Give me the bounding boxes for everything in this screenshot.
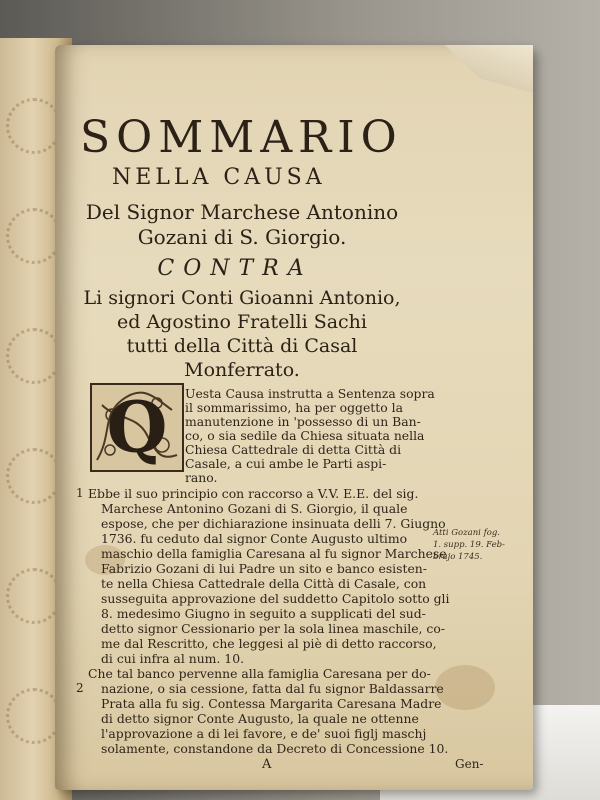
body-line: Fabrizio Gozani di lui Padre un sito e banco esisten- [101,561,427,576]
body-line: l'approvazione a di lei favore, e de' suoi figlj maschj [101,726,427,741]
body-line: nazione, o sia cessione, fatta dal fu signor Baldassarre [101,681,444,696]
body-line: solamente, constandone da Decreto di Concessione 10. [101,741,449,756]
catchword: Gen- [455,757,484,771]
body-line: Uesta Causa instrutta a Sentenza sopra [185,386,435,401]
party-2-line-2: ed Agostino Fratelli Sachi [117,311,367,333]
body-line: Marchese Antonino Gozani di S. Giorgio, il quale [101,501,408,516]
party-1-line-2: Gozani di S. Giorgio. [137,225,347,249]
party-2-line-4: Monferrato. [184,359,300,381]
contra-heading: CONTRA [157,256,313,281]
body-line: susseguita approvazione del suddetto Capitolo sotto gli [101,591,450,606]
body-line: detto signor Cessionario per la sola linea maschile, co- [101,621,446,636]
drop-cap-letter: Q [106,386,168,469]
body-line: di detto signor Conte Augusto, la quale ne ottenne [101,711,419,726]
body-line: maschio della famiglia Caresana al fu signor Marchese [101,546,447,561]
ornament-pattern [6,688,62,744]
paragraph-marker: 2 [76,681,84,695]
margin-note-line: 1. supp. 19. Feb- [433,540,505,550]
paper-stain [435,665,495,710]
body-line: Prata alla fu sig. Contessa Margarita Caresana Madre [101,696,442,711]
paragraph-marker: 1 [76,486,84,500]
ornament-pattern [6,98,62,154]
ornament-pattern [6,448,62,504]
body-line: Che tal banco pervenne alla famiglia Caresana per do- [88,666,431,681]
body-line: di cui infra al num. 10. [101,651,245,666]
signature-mark: A [262,757,272,772]
body-line: co, o sia sedile da Chiesa situata nella [185,428,425,443]
ornament-pattern [6,208,62,264]
document-title: SOMMARIO [80,112,403,163]
margin-note-line: Atti Gozani fog. [433,528,500,538]
margin-note-line: brajo 1745. [433,552,483,562]
body-line: Chiesa Cattedrale di detta Città di [185,442,402,457]
body-line: rano. [185,470,218,485]
body-line: te nella Chiesa Cattedrale della Città di Casale, con [101,576,427,591]
body-line: 1736. fu ceduto dal signor Conte Augusto ultimo [101,531,408,546]
body-line: il sommarissimo, ha per oggetto la [185,400,404,415]
body-line: espose, che per dichiarazione insinuata delli 7. Giugno [101,516,446,531]
body-line: manutenzione in 'possesso di un Ban- [185,414,421,429]
body-line: 8. medesimo Giugno in seguito a supplicati del sud- [101,606,426,621]
body-line: Ebbe il suo principio con raccorso a V.V. E.E. del sig. [88,486,419,501]
ornament-pattern [6,328,62,384]
body-line: Casale, a cui ambe le Parti aspi- [185,456,387,471]
ornament-pattern [6,568,62,624]
party-1-line-1: Del Signor Marchese Antonino [85,200,399,224]
document-subtitle: NELLA CAUSA [112,165,326,190]
body-line: me dal Rescritto, che leggesi al piè di detto raccorso, [101,636,437,651]
party-2-line-1: Li signori Conti Gioanni Antonio, [83,287,401,309]
party-2-line-3: tutti della Città di Casal [126,335,358,357]
drop-cap [90,383,184,472]
